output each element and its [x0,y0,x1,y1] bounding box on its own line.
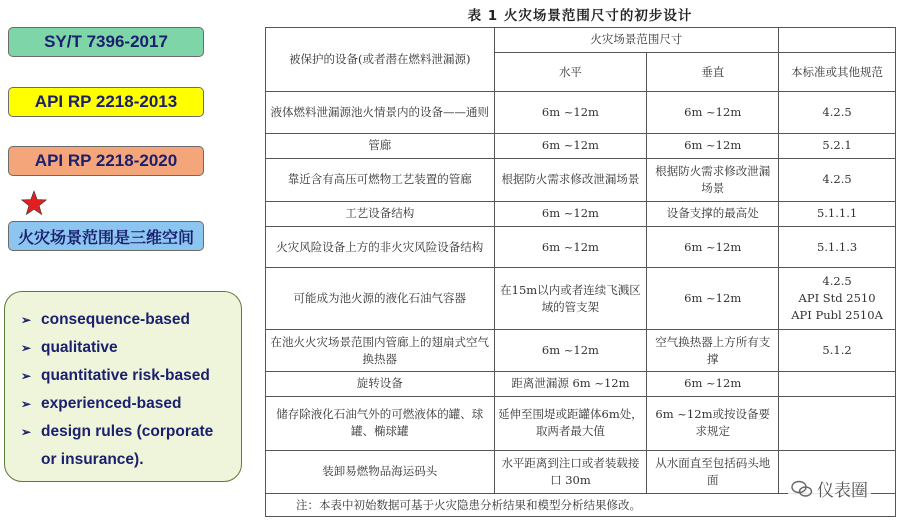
wechat-icon [791,480,813,498]
list-item-label: experienced-based [41,395,182,412]
cell-equipment: 工艺设备结构 [266,202,495,227]
cell-vertical: 从水面直至包括码头地面 [647,450,779,494]
arrow-bullet-icon: ➢ [21,397,32,411]
cell-horizontal: 根据防火需求修改泄漏场景 [494,158,647,202]
cell-standard: 5.1.2 [779,330,896,371]
cell-equipment: 储存除液化石油气外的可燃液体的罐、球罐、椭球罐 [266,396,495,450]
cell-vertical: 6m ~12m或按设备要求规定 [647,396,779,450]
cell-standard [779,371,896,396]
cell-horizontal: 6m ~12m [494,226,647,267]
header-horizontal: 水平 [494,52,647,91]
arrow-bullet-icon: ➢ [21,369,32,383]
cell-standard: 4.2.5 [779,158,896,202]
table-row [266,92,896,133]
table-row [266,396,896,450]
cell-equipment: 液体燃料泄漏源池火情景内的设备——通则 [266,92,495,133]
cell-vertical: 空气换热器上方所有支撑 [647,330,779,371]
list-item-label: consequence-based [41,311,191,328]
cell-vertical: 6m ~12m [647,92,779,133]
table-row [266,226,896,267]
cell-standard: 4.2.5 [779,92,896,133]
watermark [788,476,871,501]
header-vertical: 垂直 [647,52,779,91]
cell-equipment: 装卸易燃物品海运码头 [266,450,495,494]
cell-horizontal: 距离泄漏源 6m ~12m [494,371,647,396]
table-row [266,202,896,227]
list-item [21,334,241,362]
cell-vertical: 6m ~12m [647,268,779,330]
list-item [21,306,241,334]
table-note: 注：本表中初始数据可基于火灾隐患分析结果和模型分析结果修改。 [266,494,896,517]
list-item-label: quantitative risk-based [41,367,210,384]
list-item [21,418,241,446]
fire-scenario-highlight: 火灾场景范围是三维空间 [8,221,204,251]
standard-tag-api-rp-2218-2013: API RP 2218-2013 [8,87,204,117]
cell-vertical: 6m ~12m [647,371,779,396]
header-equipment: 被保护的设备(或者潜在燃料泄漏源) [266,28,495,92]
cell-equipment: 火灾风险设备上方的非火灾风险设备结构 [266,226,495,267]
header-size-group: 火灾场景范围尺寸 [494,28,779,53]
cell-standard: 5.1.1.1 [779,202,896,227]
table-row [266,133,896,158]
header-standard: 本标准或其他规范 [779,52,896,91]
list-item-label: qualitative [41,339,118,356]
cell-horizontal: 延伸至围堤或距罐体6m处，取两者最大值 [494,396,647,450]
table-row [266,371,896,396]
standard-tag-api-rp-2218-2020: API RP 2218-2020 [8,146,204,176]
cell-standard: 5.1.1.3 [779,226,896,267]
cell-horizontal: 6m ~12m [494,92,647,133]
table-title: 表 1 火灾场景范围尺寸的初步设计 [467,8,693,24]
cell-horizontal: 6m ~12m [494,202,647,227]
cell-vertical: 6m ~12m [647,133,779,158]
standard-tag-sy-t-7396: SY/T 7396-2017 [8,27,204,57]
cell-horizontal: 6m ~12m [494,133,647,158]
arrow-bullet-icon: ➢ [21,341,32,355]
cell-standard: 4.2.5 API Std 2510 API Publ 2510A [779,268,896,330]
cell-horizontal: 在15m以内或者连续飞溅区域的管支架 [494,268,647,330]
cell-vertical: 设备支撑的最高处 [647,202,779,227]
list-item-continuation: or insurance). [41,451,144,468]
arrow-bullet-icon: ➢ [21,313,32,327]
arrow-bullet-icon: ➢ [21,425,32,439]
table-row [266,330,896,371]
list-item [21,390,241,418]
list-item-label: design rules (corporate [41,423,214,440]
cell-equipment: 在池火火灾场景范围内管廊上的翅扇式空气换热器 [266,330,495,371]
fire-scenario-size-table [265,27,896,517]
star-icon [21,190,47,216]
approach-list-panel [4,291,242,482]
cell-equipment: 可能成为池火源的液化石油气容器 [266,268,495,330]
watermark-text: 仪表圈 [817,481,868,501]
header-blank [779,28,896,53]
cell-equipment: 管廊 [266,133,495,158]
cell-vertical: 6m ~12m [647,226,779,267]
cell-standard [779,396,896,450]
cell-equipment: 旋转设备 [266,371,495,396]
list-item [21,362,241,390]
cell-vertical: 根据防火需求修改泄漏场景 [647,158,779,202]
cell-equipment: 靠近含有高压可燃物工艺装置的管廊 [266,158,495,202]
table-row [266,268,896,330]
cell-standard: 5.2.1 [779,133,896,158]
cell-horizontal: 6m ~12m [494,330,647,371]
table-row [266,158,896,202]
cell-horizontal: 水平距离到注口或者装载接口 30m [494,450,647,494]
